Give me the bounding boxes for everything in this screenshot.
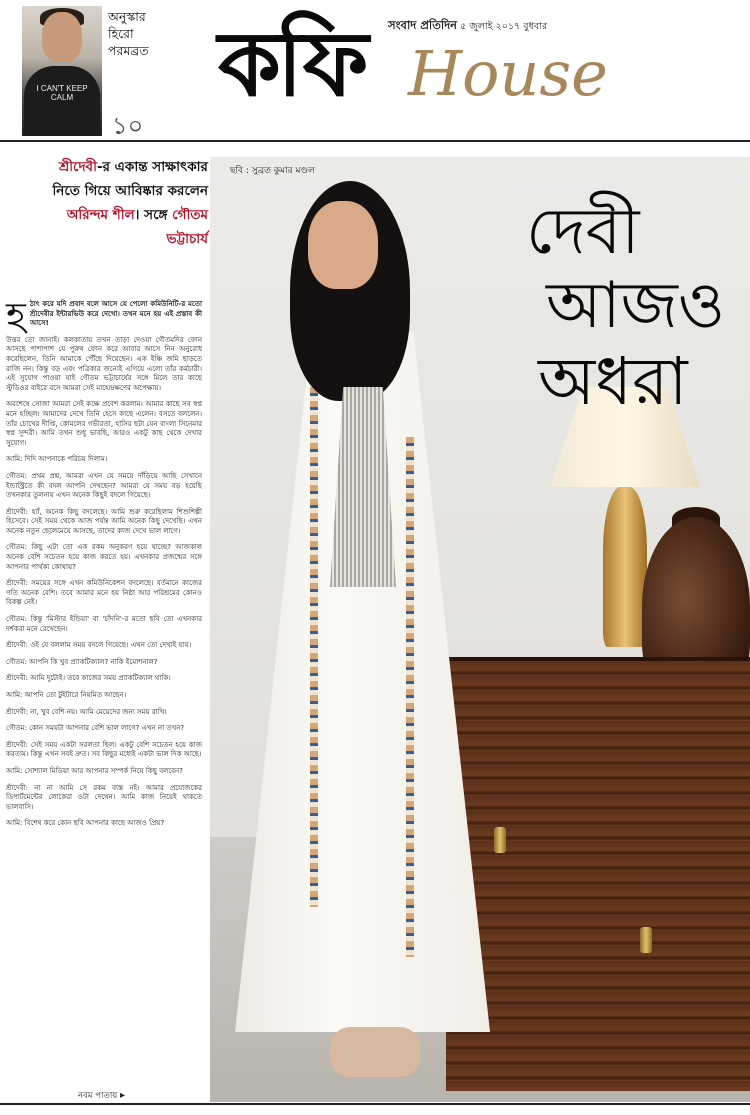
lamp-base (603, 487, 647, 647)
headline-line-1: দেবী (526, 195, 640, 269)
article-paragraph: শ্রীদেবী: ওই যে বললাম সময় বদলে গিয়েছে। এখন তো দেখাই যায়। (6, 641, 192, 650)
article-paragraph: শ্রীদেবী: আমি দুটোই। তবে কাজের সময় প্র্যাকটিক্যাল থাকি। (6, 674, 171, 683)
page-number: ১০ (112, 112, 144, 140)
footer-rule (0, 1103, 750, 1105)
header-rule (0, 140, 750, 142)
continued-link[interactable] (78, 1089, 125, 1103)
masthead-english: House (408, 37, 608, 110)
cabinet-handle (640, 927, 652, 953)
cabinet-handle (494, 827, 506, 853)
headline-line-2: আজও (546, 269, 726, 343)
headline-line-3: অধরা (538, 343, 688, 420)
teaser-text[interactable] (108, 8, 178, 59)
teaser-line: অনুস্কার (108, 9, 146, 24)
article-paragraph: উত্তর তো জানাই। কলকাতায় তখন তাড়া দেওয়া গৌতমদির ফোন আসছে পাশাপাশ যে পুরুষ ফোন করে আবার আসে নিন অনুরোধ করেছিলেন, তিনি আমাকে পৌঁছে দিয়েছেন। এক ইঞ্চি জমি ছাড়তে রাজি নন। কিন্তু বড় এবং পত্রিকার জন্যেই এগিয়ে এলো তাঁর কর্মচারী। এই সুযোগ পাওয়া যাই গৌতম ভট্টাচার্যের সঙ্গে মিলে তার কাছে স্টুডিওর বাইরে বসে আমরা সেই মাহেন্দ্রক্ষণের অপেক্ষায়। (6, 335, 202, 392)
article-paragraph: আমি: দিদি আপনাকে পরিচয় দিলাম। (6, 455, 108, 464)
article-paragraph: আমি: সোশ্যাল মিডিয়া আর আপনার সম্পর্ক নিয়ে কিছু বলবেন? (6, 766, 183, 775)
publication-name: সংবাদ প্রতিদিন (388, 18, 458, 32)
masthead-meta (388, 17, 547, 36)
article-body (6, 294, 202, 836)
figure-feet (330, 1027, 420, 1077)
article-paragraph: গৌতম: কিছু এটা তো এক রকম অনুকরণ হয়ে যাচ্ছে? আজকাল অনেক বেশি সচেতন হয়ে কাজ করতে হয়। এখনকার প্রজন্মের সঙ্গে আপনার পার্থক্য কোথায়? (6, 543, 202, 571)
coat-trim (406, 437, 414, 957)
photo-credit: ছবি : সুব্রত কুমার মণ্ডল (230, 166, 315, 176)
masthead-bengali: কফি (218, 12, 365, 117)
article-paragraph: আমি: আপনি তো টুইটারে নিয়মিত আছেন। (6, 691, 127, 699)
teaser-line: হিরো (108, 26, 134, 41)
article-paragraph: শ্রীদেবী: সেই সময় একটা সরলতা ছিল। একটু বেশি সচেতন হয়ে কাজ করতাম। কিন্তু এখন সবই দ্রুত। সব কিছুর মধ্যেই একটা ভাল দিক আছে। (6, 740, 202, 759)
arrow-right-icon: ▸ (120, 1090, 126, 1101)
publication-date: ৫ জুলাই ২০১৭ বুধবার (460, 21, 548, 32)
portrait-face (42, 12, 82, 62)
article-lead: ঠাৎ করে যদি প্রবাদ বলে আসে যে পেলো কমিউনিটি-র মতো শ্রীদেবীর ইন্টারভিউ করে দেখো। তখন মনে হয় এই প্রস্তাব কী আসে! (29, 300, 202, 328)
portrait-shirt-text: I CAN'T KEEP CALM (36, 84, 88, 102)
subject-name: শ্রীদেবী (59, 159, 97, 175)
article-paragraph: অবশেষে সোজা আমরা সেই কক্ষে প্রবেশ করলাম। আমার কাছে সব স্বপ্ন মনে হচ্ছিল। আমাদের দেখে তিনি হেসে কাছে এলেন। বসতে বললেন। তাঁর চোখের দীপ্তি, কোমলের গভীরতা, হাসির ছটা যেন বাংলা সিনেমার স্বপ্ন সুন্দরী। আমি তখন শুধু ভাবছি, আরও একটু কাছ থেকে দেখার সুযোগ। (6, 400, 202, 447)
intro-text: -র একান্ত সাক্ষাৎকার নিতে গিয়ে আবিষ্কার করলেন (52, 159, 208, 199)
article-paragraph: গৌতম: কিন্তু 'মিস্টার ইন্ডিয়া' বা 'চাঁদনি'-র মতো ছবি তো এখনকার দর্শকরা মনে রেখেছেন। (6, 615, 202, 633)
article-paragraph: শ্রীদেবী: না না আমি সে রকম ব্যস্ত নই। আমার প্রযোজকের ডিপার্টমেন্টের লোকেরা ওটা দেখেন। আমি কাজ নিয়েই থাকতে ভালবাসি। (6, 783, 202, 811)
teaser-line: পরমব্রত (108, 43, 149, 58)
article-paragraph: গৌতম: আপনি কি খুব প্র্যাকটিক্যাল? নাকি ইমোশনাল? (6, 657, 158, 666)
article-paragraph: গৌতম: কোন সময়টা আপনার বেশি ভাল লাগে? এখন না তখন? (6, 724, 185, 733)
intro-text-2: । সঙ্গে (134, 207, 168, 223)
article-paragraph: শ্রীদেবী: হ্যাঁ, অনেক কিছু বদলেছে। আমি শুরু করেছিলাম শিশুশিল্পী হিসেবে। সেই সময় থেকে আজ পর্যন্ত আমি অনেক কিছু দেখেছি। এখন অনেক নতুন ছেলেমেয়ে আসছে, তাদের কাজ দেখে ভাল লাগে। (6, 507, 202, 535)
coauthor-name: গৌতম ভট্টাচার্য (166, 207, 208, 247)
headline (520, 195, 740, 421)
drop-cap: হ (6, 294, 26, 338)
page-header (0, 0, 750, 150)
intro-standfirst (28, 155, 208, 251)
continued-text: নবম পাতায় (78, 1091, 118, 1101)
wooden-cabinet (446, 657, 750, 1091)
article-paragraph (6, 294, 202, 338)
figure-face (308, 201, 378, 289)
article-paragraph: আমি: বিশেষ করে কোন ছবি আপনার কাছে আজও প্রিয়? (6, 819, 165, 828)
teaser-portrait[interactable] (22, 6, 102, 136)
article-paragraph: গৌতম: প্রথম প্রশ্ন, আমরা এখন যে সময়ে দাঁড়িয়ে আছি সেখানে ইন্ডাস্ট্রিতে কী বদল আপনি দেখছেন? আমরা যে সময় বড় হয়েছি তখনকার তুলনায় এখন অনেক কিছুই বদলে গিয়েছে। (6, 471, 202, 500)
author-name: অরিন্দম শীল (66, 207, 135, 223)
article-paragraph: শ্রীদেবী: সময়ের সঙ্গে এখন কমিউনিকেশন বদলেছে। বর্তমানে কাজের গতি অনেক বেশি। তবে আমার মনে হয় নিষ্ঠা আর পরিশ্রমের কোনও বিকল্প নেই। (6, 579, 202, 607)
coat-trim (310, 387, 318, 907)
article-paragraph: শ্রীদেবী: না, খুব বেশি নয়। আমি মেয়েদের জন্য সময় রাখি। (6, 707, 167, 716)
